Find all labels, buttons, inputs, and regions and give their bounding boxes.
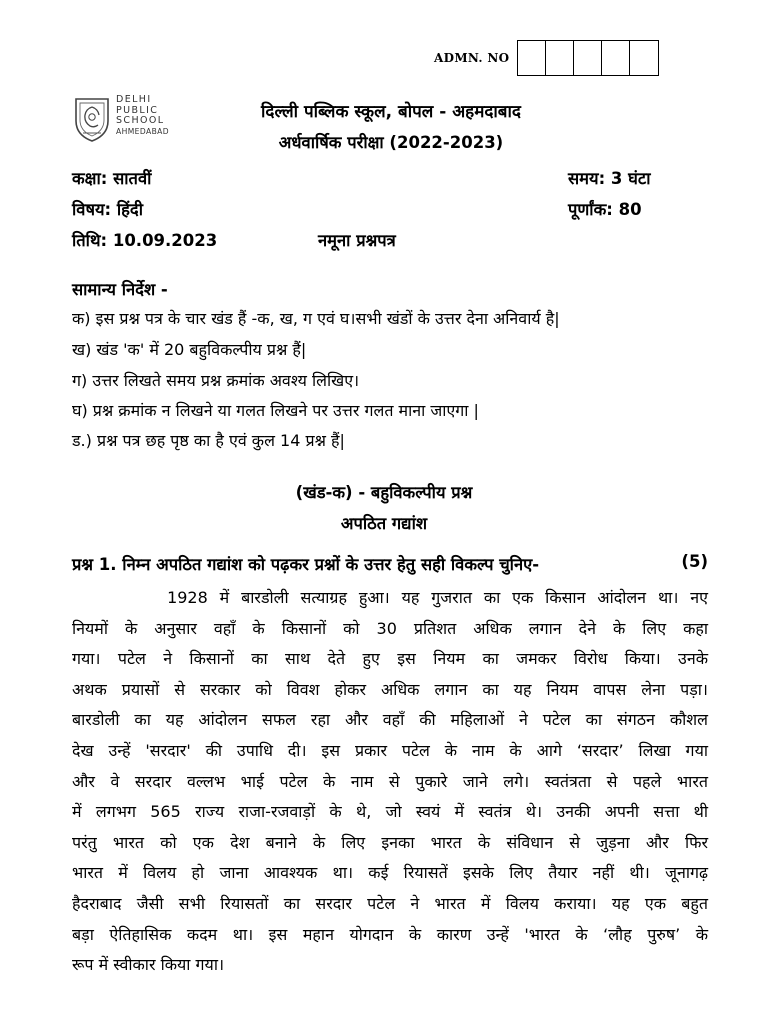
passage-line: परंतु भारत को एक देश बनाने के लिए इनका भारत के संविधान से जुड़ना और फिर bbox=[72, 832, 708, 852]
passage-line: रूप में स्वीकार किया गया। bbox=[72, 955, 225, 975]
paper-type-label: नमूना प्रश्नपत्र bbox=[318, 231, 396, 250]
marks-label: पूर्णांक: 80 bbox=[568, 200, 642, 219]
admission-number-boxes[interactable] bbox=[517, 40, 659, 76]
section-subtitle: अपठित गद्यांश bbox=[340, 514, 428, 533]
instruction-item: ख) खंड 'क' में 20 बहुविकल्पीय प्रश्न हैं| bbox=[72, 340, 307, 359]
passage-line: देख उन्हें 'सरदार' की उपाधि दी। इस प्रकार पटेल के नाम के आगे ‘सरदार’ लिखा गया bbox=[72, 740, 708, 760]
exam-title: अर्धवार्षिक परीक्षा (2022-2023) bbox=[278, 133, 504, 152]
subject-label: विषय: हिंदी bbox=[72, 200, 143, 219]
admission-digit-box[interactable] bbox=[574, 41, 602, 75]
logo-line-city: AHMEDABAD bbox=[116, 126, 170, 136]
passage-line: नियमों के अनुसार वहाँ के किसानों को 30 प्रतिशत अधिक लगान देने के लिए कहा bbox=[72, 618, 708, 638]
passage-line: में लगभग 565 राज्य राजा-रजवाड़ों के थे, जो स्वयं में स्वतंत्र थे। उनकी अपनी सत्ता थी bbox=[72, 802, 708, 822]
time-label: समय: 3 घंटा bbox=[568, 169, 651, 188]
logo-line-delhi: DELHI bbox=[116, 94, 152, 105]
admission-digit-box[interactable] bbox=[546, 41, 574, 75]
admission-number-field bbox=[434, 40, 659, 76]
admission-number-label: ADMN. NO bbox=[434, 51, 510, 65]
passage-line: हैदराबाद जैसी सभी रियासतों का सरदार पटेल ने भारत में विलय कराया। यह एक बहुत bbox=[72, 893, 708, 913]
instruction-item: ड.) प्रश्न पत्र छह पृष्ठ का है एवं कुल 14 प्रश्न हैं| bbox=[72, 431, 345, 450]
logo-line-public: PUBLIC bbox=[116, 104, 159, 116]
class-label: कक्षा: सातवीं bbox=[72, 169, 152, 188]
passage-line: बारडोली का यह आंदोलन सफल रहा और वहाँ की महिलाओं ने पटेल का संगठन कौशल bbox=[72, 710, 708, 730]
question-heading bbox=[72, 552, 708, 575]
passage-line: अथक प्रयासों से सरकार को विवश होकर अधिक लगान का यह नियम वापस लेना पड़ा। bbox=[72, 679, 708, 699]
instruction-item: ग) उत्तर लिखते समय प्रश्न क्रमांक अवश्य लिखिए। bbox=[72, 371, 360, 390]
instructions-heading: सामान्य निर्देश - bbox=[72, 280, 168, 299]
instruction-item: क) इस प्रश्न पत्र के चार खंड हैं -क, ख, ग एवं घ।सभी खंडों के उत्तर देना अनिवार्य है| bbox=[72, 309, 560, 328]
passage-line: 1928 में बारडोली सत्याग्रह हुआ। यह गुजरात का एक किसान आंदोलन था। नए bbox=[72, 588, 708, 607]
school-name: दिल्ली पब्लिक स्कूल, बोपल - अहमदाबाद bbox=[261, 102, 521, 122]
question-text: प्रश्न 1. निम्न अपठित गद्यांश को पढ़कर प्रश्नों के उत्तर हेतु सही विकल्प चुनिए- bbox=[72, 555, 540, 574]
instruction-item: घ) प्रश्न क्रमांक न लिखने या गलत लिखने पर उत्तर गलत माना जाएगा | bbox=[72, 401, 479, 420]
admission-digit-box[interactable] bbox=[518, 41, 546, 75]
admission-digit-box[interactable] bbox=[630, 41, 658, 75]
passage-line: भारत में विलय हो जाना आवश्यक था। कई रियासतें इसके लिए तैयार नहीं थी। जूनागढ़ bbox=[72, 863, 708, 883]
question-marks: (5) bbox=[681, 552, 708, 571]
admission-digit-box[interactable] bbox=[602, 41, 630, 75]
logo-line-school: SCHOOL bbox=[116, 115, 165, 126]
passage-line: बड़ा ऐतिहासिक कदम था। इस महान योगदान के कारण उन्हें 'भारत के ‘लौह पुरुष’ के bbox=[72, 924, 708, 944]
passage bbox=[72, 583, 708, 981]
passage-line: गया। पटेल ने किसानों का साथ देते हुए इस नियम का जमकर विरोध किया। उनके bbox=[72, 649, 708, 669]
passage-line: और वे सरदार वल्लभ भाई पटेल के नाम से पुकारे जाने लगे। स्वतंत्रता से पहले भारत bbox=[72, 771, 708, 791]
date-label: तिथि: 10.09.2023 bbox=[72, 231, 218, 250]
section-title: (खंड-क) - बहुविकल्पीय प्रश्न bbox=[295, 483, 473, 502]
